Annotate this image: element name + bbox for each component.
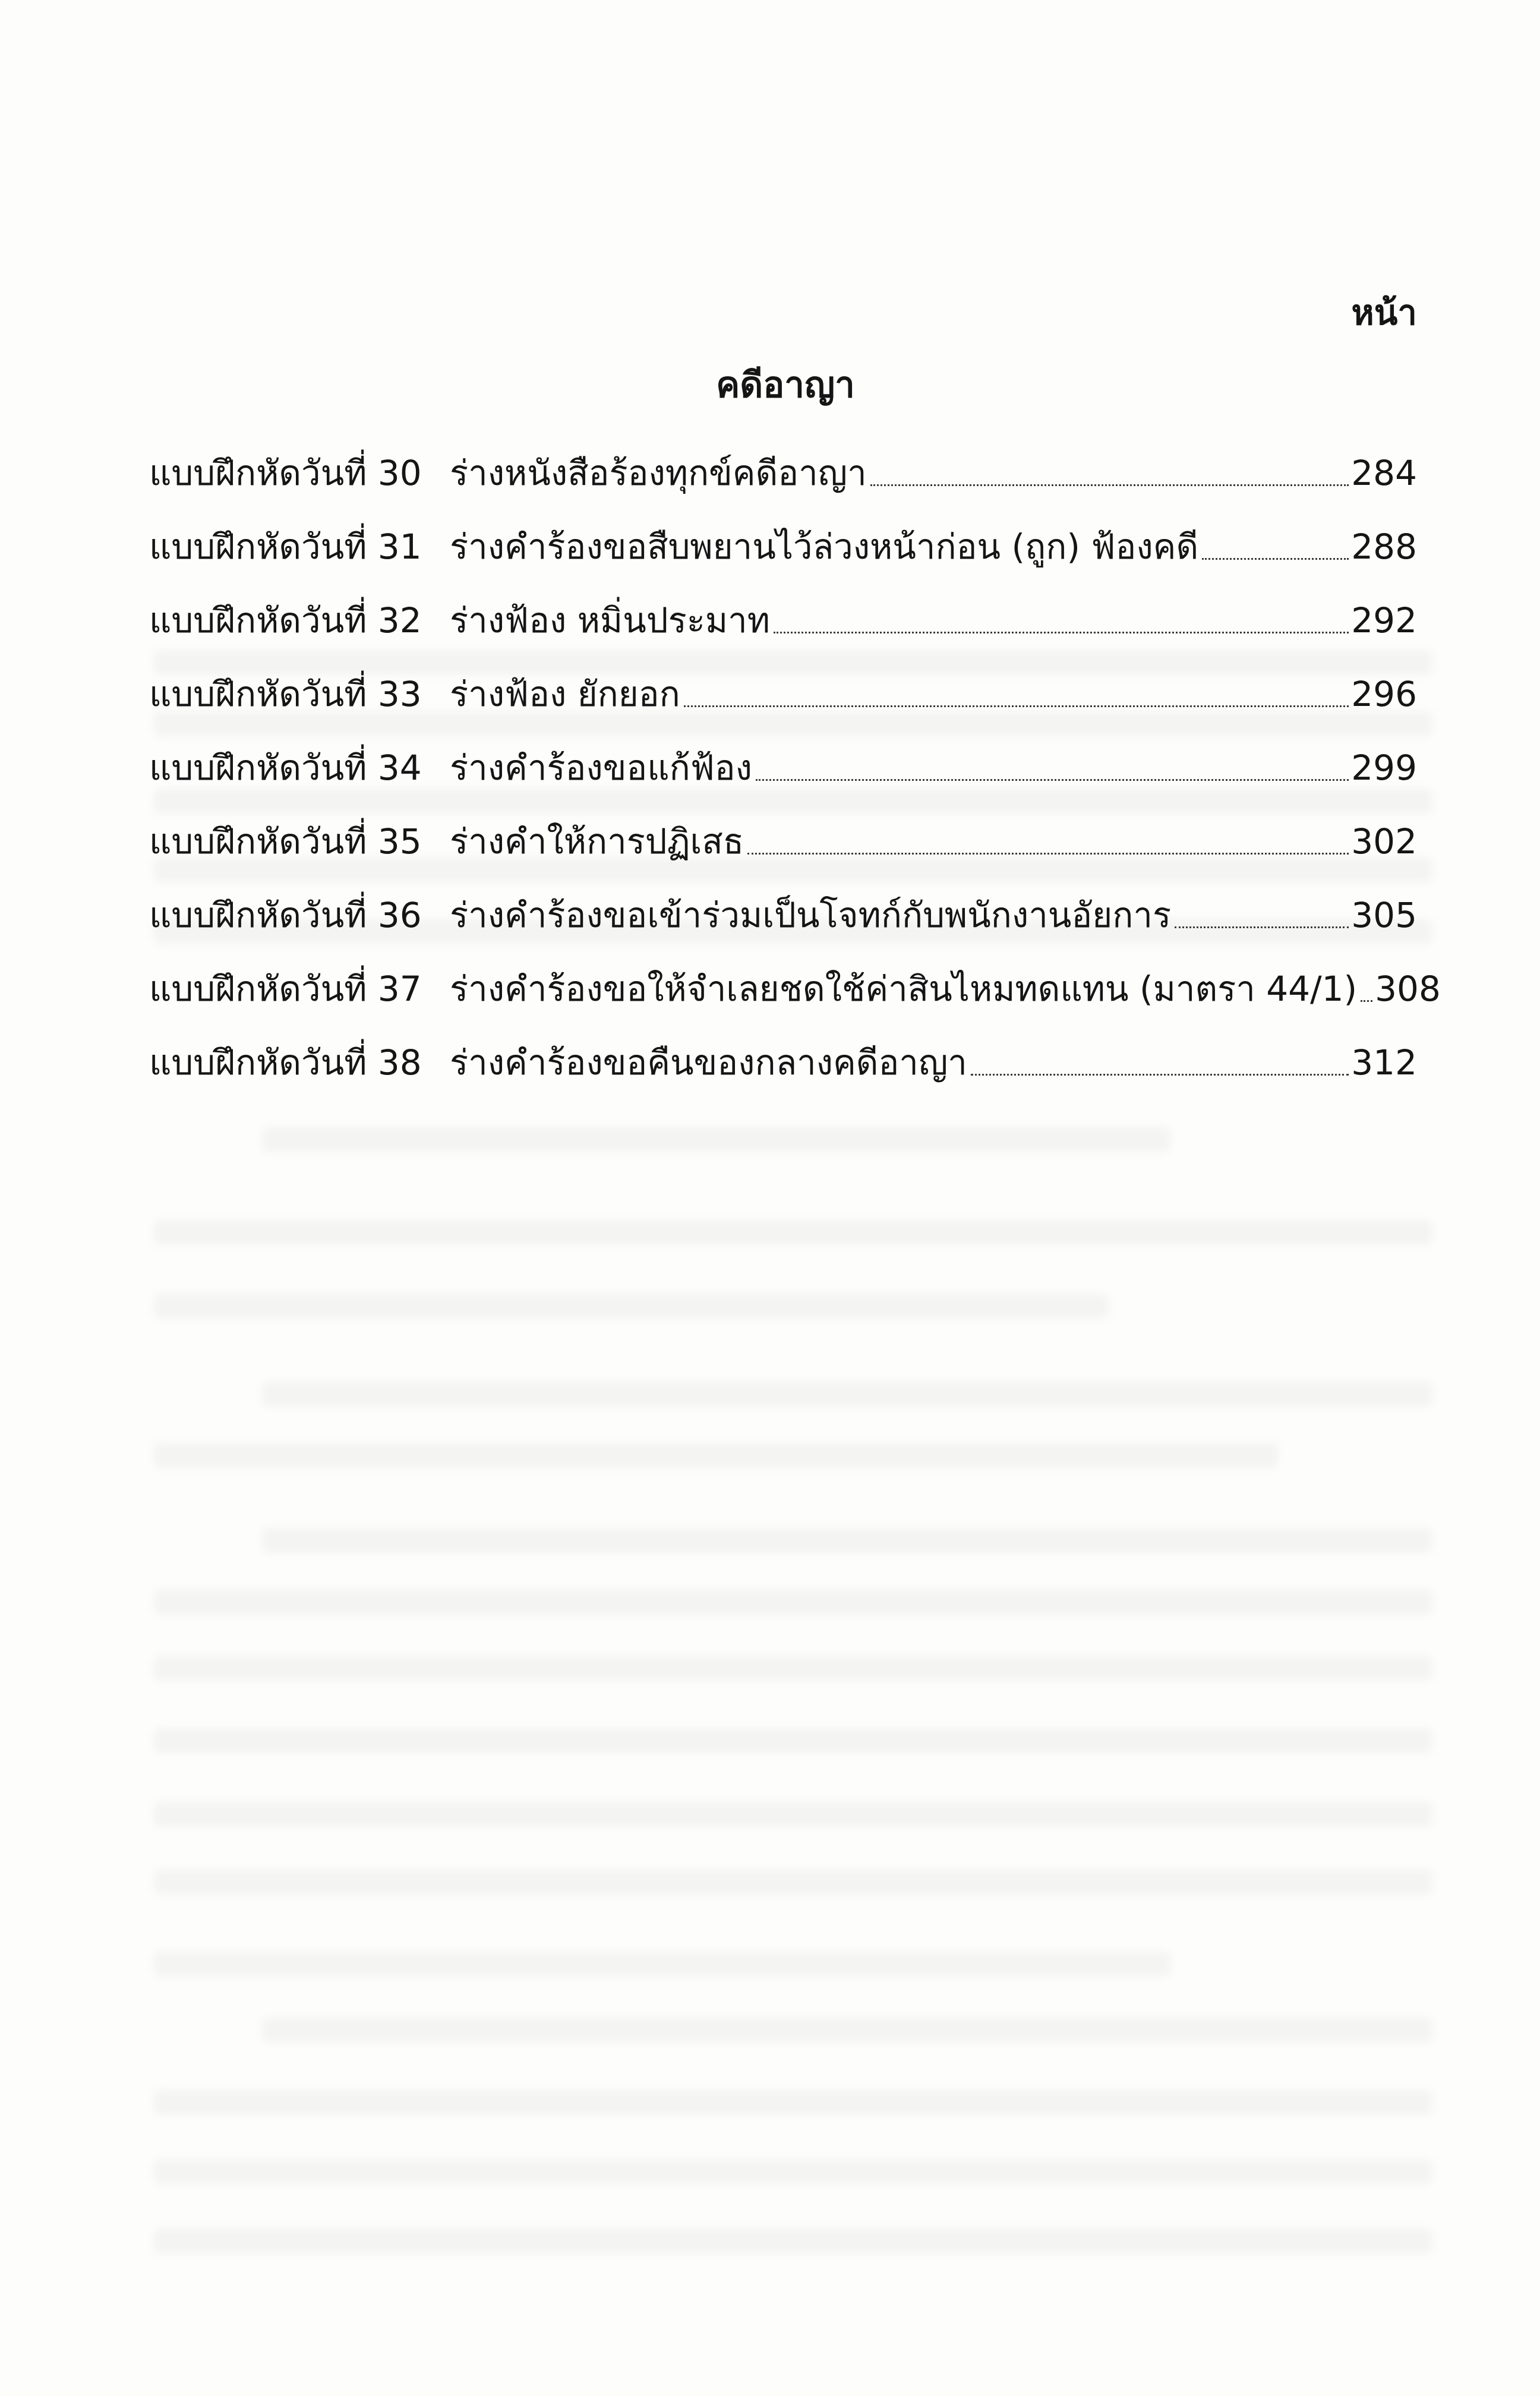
table-of-contents (149, 436, 1441, 1099)
show-through-line (154, 1952, 1170, 1976)
toc-entry-label: แบบฝึกหัดวันที่ 38 (149, 1042, 422, 1083)
toc-entry-page: 308 (1375, 969, 1441, 1009)
show-through-line (154, 1656, 1432, 1681)
show-through-line (154, 2159, 1432, 2184)
show-through-line (154, 2228, 1432, 2253)
toc-entry (149, 878, 1417, 952)
toc-entry-label: แบบฝึกหัดวันที่ 37 (149, 969, 422, 1009)
toc-entry-title: ร่างฟ้อง หมิ่นประมาท (450, 600, 770, 641)
toc-entry (149, 805, 1417, 878)
show-through-line (154, 1590, 1432, 1615)
dot-leader (1361, 1000, 1372, 1002)
show-through-line (262, 2017, 1432, 2042)
toc-entry-title: ร่างหนังสือร้องทุกข์คดีอาญา (450, 453, 867, 493)
toc-entry-page: 312 (1351, 1042, 1417, 1083)
toc-entry-label: แบบฝึกหัดวันที่ 33 (149, 674, 422, 714)
show-through-line (262, 1528, 1432, 1553)
show-through-line (154, 1294, 1109, 1319)
show-through-line (154, 1443, 1278, 1468)
toc-entry-title: ร่างคำร้องขอแก้ฟ้อง (450, 748, 752, 788)
toc-entry-title: ร่างคำร้องขอสืบพยานไว้ล่วงหน้าก่อน (ถูก) ฟ้องคดี (450, 527, 1199, 567)
toc-entry-label: แบบฝึกหัดวันที่ 32 (149, 600, 422, 641)
dot-leader (971, 1074, 1349, 1076)
toc-entry-label: แบบฝึกหัดวันที่ 36 (149, 895, 422, 935)
toc-entry-page: 284 (1351, 453, 1417, 493)
toc-entry (149, 731, 1417, 805)
show-through-line (154, 1728, 1432, 1753)
show-through-line (154, 1869, 1432, 1894)
dot-leader (870, 484, 1349, 486)
toc-entry-page: 296 (1351, 674, 1417, 714)
section-title: คดีอาญา (716, 364, 855, 406)
show-through-line (154, 2090, 1432, 2115)
toc-entry-title: ร่างคำร้องขอเข้าร่วมเป็นโจทก์กับพนักงานอัยการ (450, 895, 1172, 935)
toc-entry (149, 657, 1417, 731)
toc-entry (149, 1026, 1417, 1099)
toc-entry-page: 288 (1351, 527, 1417, 567)
dot-leader (747, 853, 1349, 855)
toc-entry-label: แบบฝึกหัดวันที่ 34 (149, 748, 422, 788)
dot-leader (1202, 558, 1349, 560)
toc-entry-page: 292 (1351, 600, 1417, 641)
toc-entry-page: 299 (1351, 748, 1417, 788)
toc-entry-title: ร่างคำร้องขอให้จำเลยชดใช้ค่าสินไหมทดแทน (มาตรา 44/1) (450, 969, 1358, 1009)
page-column-header: หน้า (1351, 292, 1417, 333)
show-through-line (262, 1382, 1432, 1407)
toc-entry (149, 952, 1441, 1026)
show-through-line (154, 1802, 1432, 1827)
toc-entry-page: 305 (1351, 895, 1417, 935)
toc-entry (149, 510, 1417, 584)
dot-leader (774, 632, 1349, 633)
dot-leader (756, 779, 1349, 781)
toc-entry-label: แบบฝึกหัดวันที่ 35 (149, 821, 422, 862)
toc-entry-label: แบบฝึกหัดวันที่ 30 (149, 453, 422, 493)
toc-entry-page: 302 (1351, 821, 1417, 862)
toc-entry (149, 436, 1417, 510)
toc-entry-title: ร่างคำร้องขอคืนของกลางคดีอาญา (450, 1042, 967, 1083)
show-through-line (154, 1220, 1432, 1245)
dot-leader (1175, 926, 1349, 928)
toc-entry (149, 584, 1417, 657)
toc-entry-title: ร่างฟ้อง ยักยอก (450, 674, 680, 714)
toc-entry-title: ร่างคำให้การปฏิเสธ (450, 821, 744, 862)
dot-leader (684, 705, 1349, 707)
toc-entry-label: แบบฝึกหัดวันที่ 31 (149, 527, 422, 567)
show-through-line (262, 1127, 1170, 1152)
